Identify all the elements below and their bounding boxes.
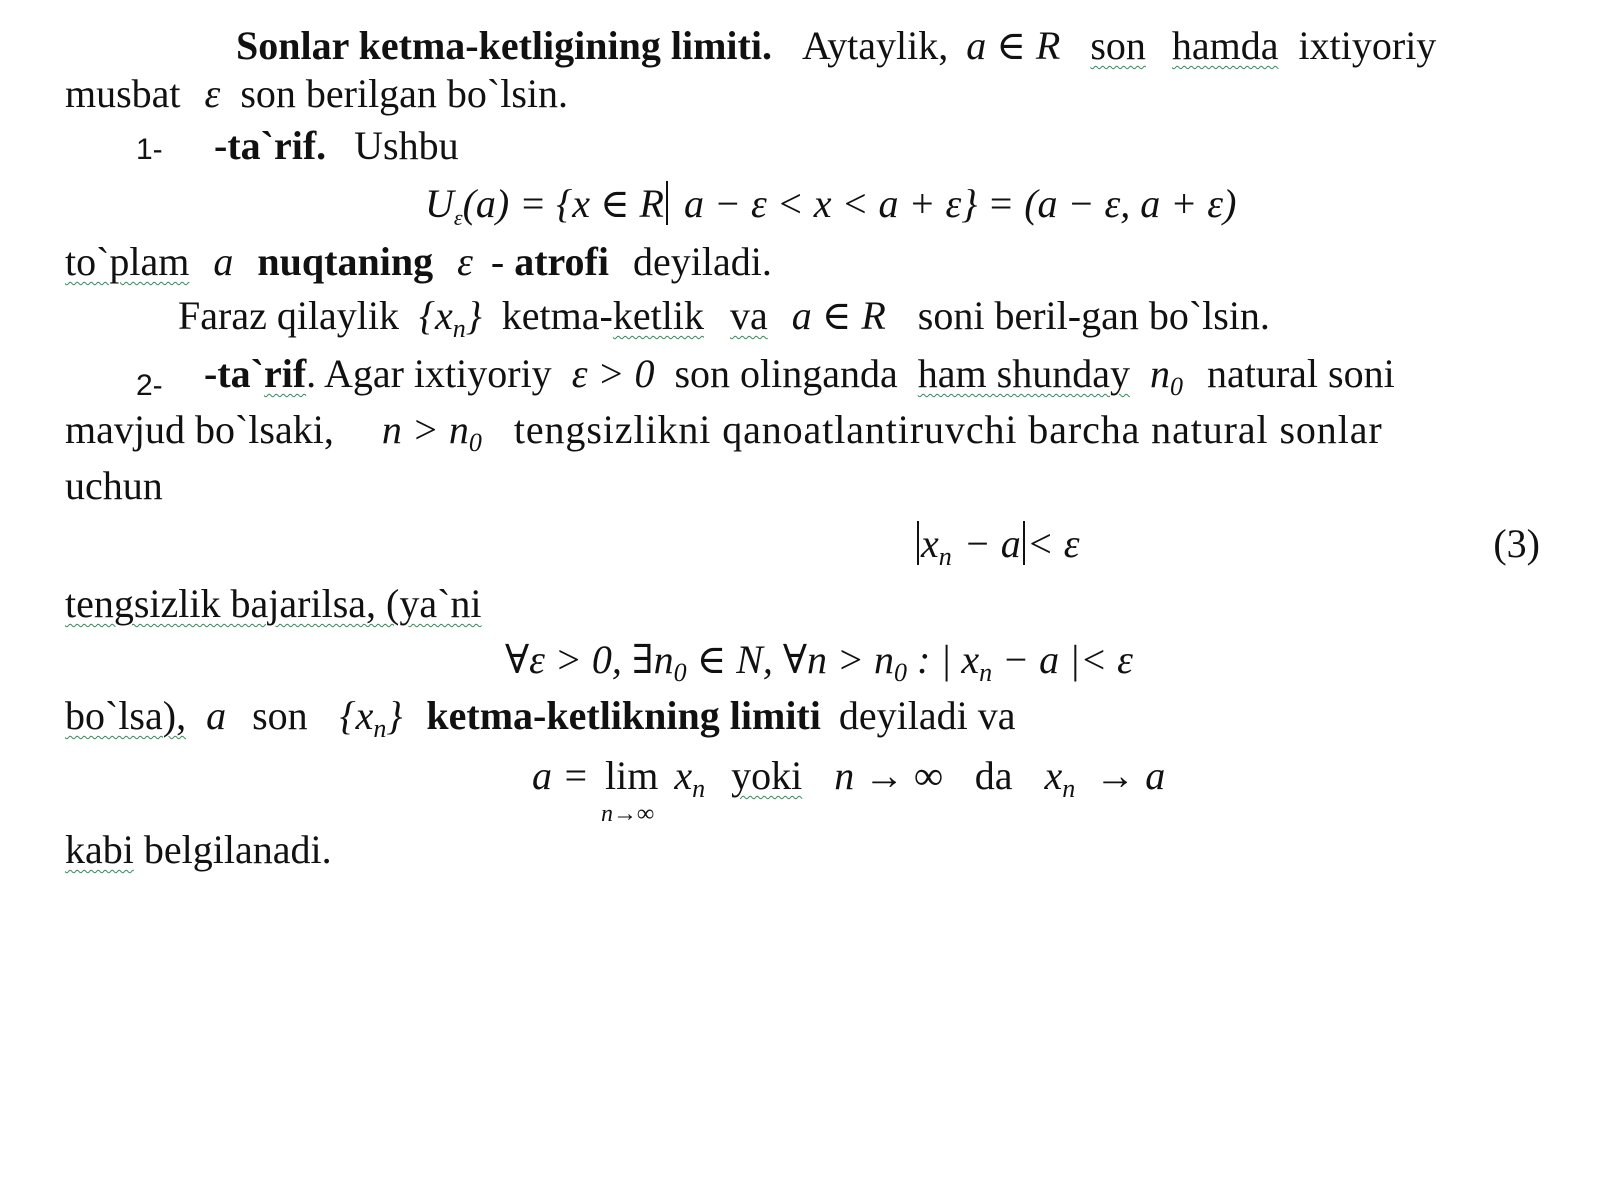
- formula-part: (a) = {x ∈ R: [462, 181, 664, 226]
- subscript: n: [373, 714, 387, 743]
- text: son olinganda: [674, 351, 898, 396]
- word-da: da: [974, 753, 1013, 798]
- bold-term: nuqtaning: [257, 239, 434, 284]
- word-musbat: musbat: [65, 71, 181, 116]
- word: ketma-: [501, 293, 613, 338]
- definition-2-line-1: [136, 350, 1539, 411]
- text: Ushbu: [354, 123, 459, 168]
- math: < ε: [1026, 521, 1080, 566]
- math: → a: [1095, 753, 1166, 798]
- math-a-in-R: a ∈ R: [791, 293, 886, 338]
- x: x: [921, 521, 939, 566]
- math-a-in-R: a ∈ R: [966, 23, 1061, 68]
- subscript: n: [1062, 774, 1076, 803]
- text: son berilgan bo`lsin.: [240, 71, 569, 116]
- n: n: [1149, 351, 1170, 396]
- subscript: 0: [468, 428, 482, 457]
- text: bo`lsa),: [65, 693, 187, 738]
- lim-subscript: n→∞: [601, 801, 655, 827]
- text: mavjud bo`lsaki,: [65, 407, 334, 452]
- formula-U: U: [425, 181, 454, 226]
- neighborhood-formula: [425, 180, 1236, 242]
- subscript: n: [979, 658, 993, 687]
- math-eps-positive: ε > 0: [571, 351, 655, 396]
- math-epsilon: ε: [457, 239, 473, 284]
- subscript: 0: [1169, 372, 1183, 401]
- math: n → ∞: [834, 753, 943, 798]
- final-line: [65, 826, 1539, 874]
- text: deyiladi.: [632, 239, 772, 284]
- set-close: }: [465, 293, 482, 338]
- math-a: a: [213, 239, 234, 284]
- math-xn: [1044, 753, 1076, 803]
- formula-subscript: ε: [453, 205, 463, 230]
- quantifier-formula: [505, 636, 1133, 697]
- text: natural soni: [1206, 351, 1395, 396]
- definition-number: 1-: [136, 133, 163, 166]
- bold-term: ketma-ketlikning limiti: [426, 693, 821, 738]
- math-n0: [1149, 351, 1183, 401]
- word-son: son: [252, 693, 308, 738]
- math: a =: [532, 753, 589, 798]
- math-epsilon: ε: [204, 71, 221, 116]
- paragraph-2: [178, 292, 1539, 353]
- formula-condition: a − ε < x < a + ε} = (a − ε, a + ε): [684, 181, 1237, 226]
- word-toplam: to`plam: [65, 239, 190, 284]
- inequality-3: [915, 520, 1080, 581]
- text: uchun: [65, 463, 163, 508]
- text: tengsizlikni qanoatlantiruvchi barcha natural sonlar: [513, 407, 1383, 452]
- dash: -: [490, 239, 505, 284]
- text: . Agar ixtiyoriy: [306, 351, 552, 396]
- section-heading: Sonlar ketma-ketligining limiti.: [236, 23, 772, 68]
- word-yoki: yoki: [731, 753, 803, 798]
- math: n > n: [381, 407, 469, 452]
- paragraph-1-line-2: [65, 70, 1539, 118]
- text: belgilanadi.: [133, 827, 332, 872]
- word-kabi: kabi: [65, 827, 134, 872]
- definition-label: rif: [263, 351, 307, 396]
- word-son: son: [1090, 23, 1146, 68]
- abs-bar-left: [917, 521, 919, 565]
- text: [502, 293, 704, 338]
- definition-label: -ta`: [204, 351, 264, 396]
- definition-2-line-4: [65, 580, 1539, 628]
- math-a: a: [206, 693, 227, 738]
- subscript: n: [938, 542, 952, 571]
- math-sequence: [339, 693, 403, 743]
- set-close: }: [386, 693, 403, 738]
- math: − a |< ε: [992, 637, 1133, 682]
- word-ham-shunday: ham shunday: [917, 351, 1130, 396]
- lim-operator: [601, 752, 659, 827]
- text: soni beril-gan bo`lsin.: [917, 293, 1270, 338]
- text: Faraz qilaylik: [178, 293, 400, 338]
- math-xn: [674, 753, 706, 803]
- paragraph-1-line-1: [236, 22, 1539, 70]
- definition-1-heading: [136, 122, 1539, 174]
- subscript: n: [452, 314, 466, 343]
- set-open: {x: [339, 693, 374, 738]
- text: tengsizlik bajarilsa, (ya`ni: [65, 581, 482, 626]
- word-ketlik: ketlik: [612, 293, 704, 338]
- subscript: n: [692, 774, 706, 803]
- word-va: va: [729, 293, 768, 338]
- math-sequence: [419, 293, 482, 343]
- definition-2-line-5: [65, 692, 1539, 753]
- text: deyiladi va: [838, 693, 1016, 738]
- text: Aytaylik,: [801, 23, 949, 68]
- subscript: 0: [894, 658, 908, 687]
- definition-1-conclusion: [65, 238, 1539, 286]
- bold-term: atrofi: [514, 239, 609, 284]
- abs-bar-right: [1023, 521, 1025, 565]
- limit-notation: [532, 752, 1166, 827]
- math: − a: [963, 521, 1021, 566]
- equation-number: (3): [1493, 521, 1540, 566]
- definition-label: -ta`rif.: [214, 123, 327, 168]
- definition-2-line-3: [65, 462, 1539, 510]
- math: ∈ N, ∀n > n: [686, 637, 895, 682]
- definition-number: 2-: [136, 369, 163, 402]
- x: x: [674, 753, 693, 798]
- word-ixtiyoriy: ixtiyoriy: [1298, 23, 1437, 68]
- definition-2-line-2: [65, 406, 1539, 467]
- math-n-gt-n0: [381, 407, 482, 457]
- set-bar: [666, 181, 668, 225]
- lim-word: lim: [605, 753, 659, 798]
- x: x: [1044, 753, 1063, 798]
- math: ∀ε > 0, ∃n: [505, 637, 674, 682]
- set-open: {x: [419, 293, 453, 338]
- subscript: 0: [673, 658, 687, 687]
- math: : | x: [907, 637, 980, 682]
- word-hamda: hamda: [1171, 23, 1279, 68]
